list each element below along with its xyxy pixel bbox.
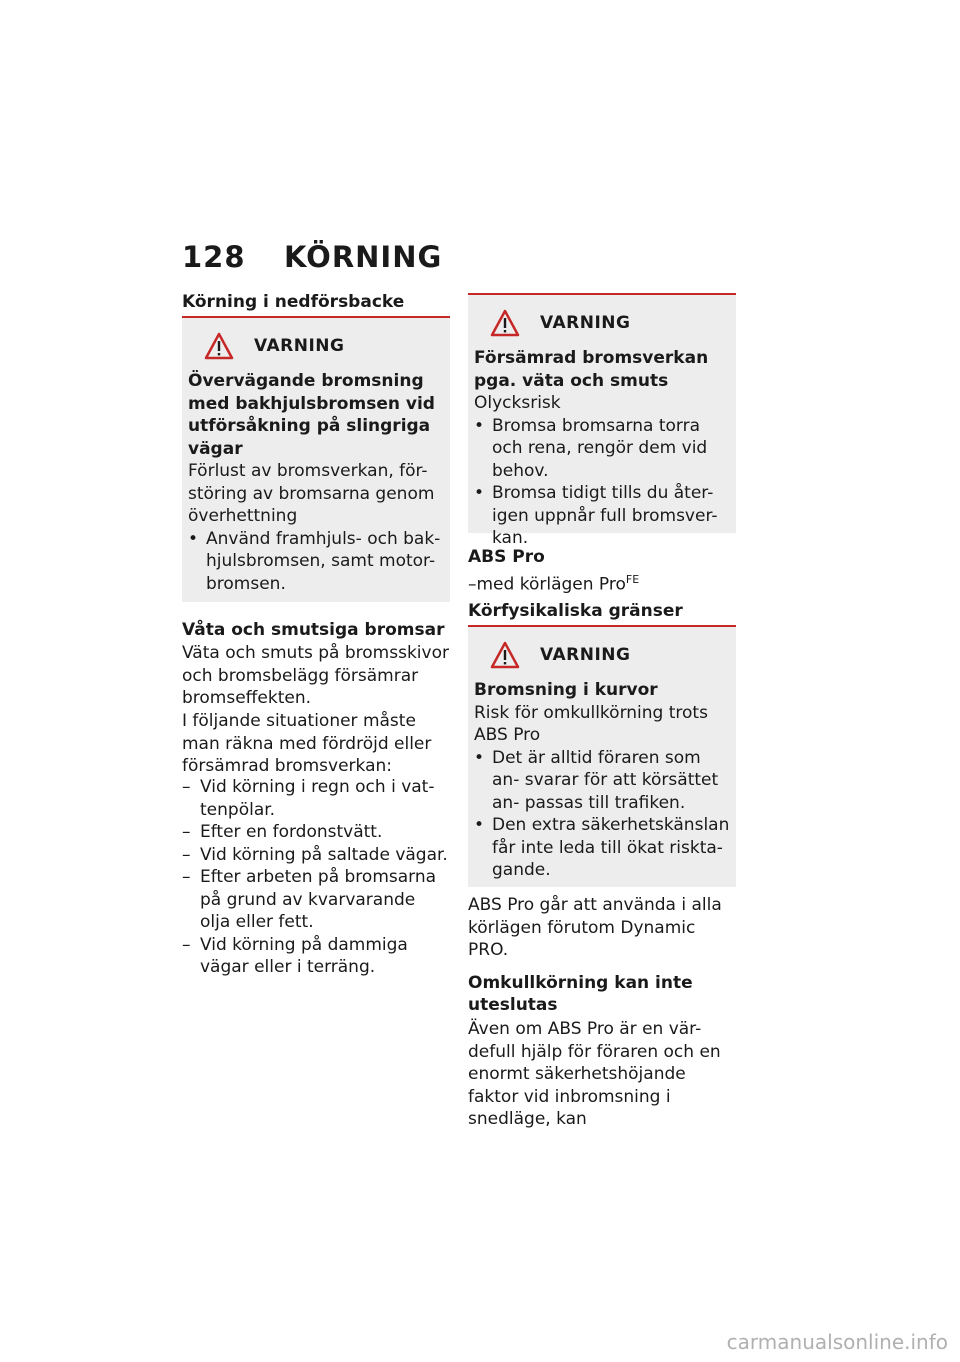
list-item: – Efter arbeten på bromsarna på grund av kvarvarande olja eller fett. — [182, 866, 450, 934]
section-title-wet-brakes: Våta och smutsiga bromsar — [182, 620, 445, 640]
paragraph: Även om ABS Pro är en vär- defull hjälp för föraren och en enormt säkerhetshöjande faktor vid inbromsning i snedläge, kan — [468, 1019, 721, 1129]
warning-label: VARNING — [254, 336, 345, 356]
page-number: 128 — [182, 240, 246, 274]
section-title-physics: Körfysikaliska gränser — [468, 601, 683, 621]
paragraph: I följande situationer måste man räkna med fördröjd eller försämrad bromsverkan: — [182, 711, 432, 776]
warning-triangle-icon — [490, 309, 520, 337]
list-item: – Vid körning i regn och i vat- tenpölar. — [182, 776, 450, 821]
warning-box-2 — [468, 295, 736, 548]
abs-paragraph: ABS Pro går att använda i alla körlägen förutom Dynamic PRO. — [468, 895, 722, 960]
warning-header — [474, 641, 730, 669]
warning-title: Övervägande bromsning med bakhjulsbromsen vid utförsåkning på slingriga vägar — [188, 371, 435, 459]
warning-bullets — [188, 528, 444, 596]
warning-risk: Olycksrisk — [474, 393, 561, 413]
warning-label: VARNING — [540, 313, 631, 333]
bullet-item: • Bromsa bromsarna torra och rena, rengör dem vid behov. — [474, 415, 730, 483]
list-item: – Vid körning på dammiga vägar eller i terräng. — [182, 934, 450, 979]
dash-list — [182, 776, 450, 979]
section-title-abs: ABS Pro — [468, 547, 545, 567]
warning-bullets — [474, 747, 730, 882]
list-item: – Efter en fordonstvätt. — [182, 821, 450, 844]
page-header — [182, 240, 442, 274]
watermark: carmanualsonline.info — [726, 1330, 948, 1354]
abs-subtitle-text: –med körlägen Pro — [468, 574, 626, 595]
paragraph: Väta och smuts på bromsskivor och bromsbelägg försämrar bromseffekten. — [182, 643, 449, 708]
warning-risk: Förlust av bromsverkan, för- störing av bromsarna genom överhettning — [188, 461, 435, 526]
abs-subtitle — [468, 569, 736, 596]
warning-title: Bromsning i kurvor — [474, 680, 658, 700]
warning-triangle-icon — [490, 641, 520, 669]
section-title-tipover: Omkullkörning kan inte uteslutas — [468, 973, 693, 1015]
warning-header — [188, 332, 444, 360]
warning-bullets — [474, 415, 730, 550]
bullet-item: • Den extra säkerhetskänslan får inte leda till ökat risktа- gande. — [474, 814, 730, 882]
bullet-item: • Använd framhjuls- och bak- hjulsbromsen, samt motor- bromsen. — [188, 528, 444, 596]
list-item: – Vid körning på saltade vägar. — [182, 844, 450, 867]
warning-header — [474, 309, 730, 337]
warning-box-1 — [182, 318, 450, 602]
chapter-title: KÖRNING — [284, 240, 443, 274]
warning-box-3 — [468, 627, 736, 887]
abs-superscript: FE — [625, 573, 640, 586]
bullet-item: • Det är alltid föraren som an- svarar för att körsättet an- passas till trafiken. — [474, 747, 730, 815]
section-title-downhill: Körning i nedförsbacke — [182, 292, 405, 312]
warning-title: Försämrad bromsverkan pga. väta och smuts — [474, 348, 709, 391]
warning-triangle-icon — [204, 332, 234, 360]
warning-risk: Risk för omkullkörning trots ABS Pro — [474, 702, 708, 745]
warning-label: VARNING — [540, 645, 631, 665]
bullet-item: • Bromsa tidigt tills du åter- igen uppnår full bromsver- kan. — [474, 482, 730, 550]
